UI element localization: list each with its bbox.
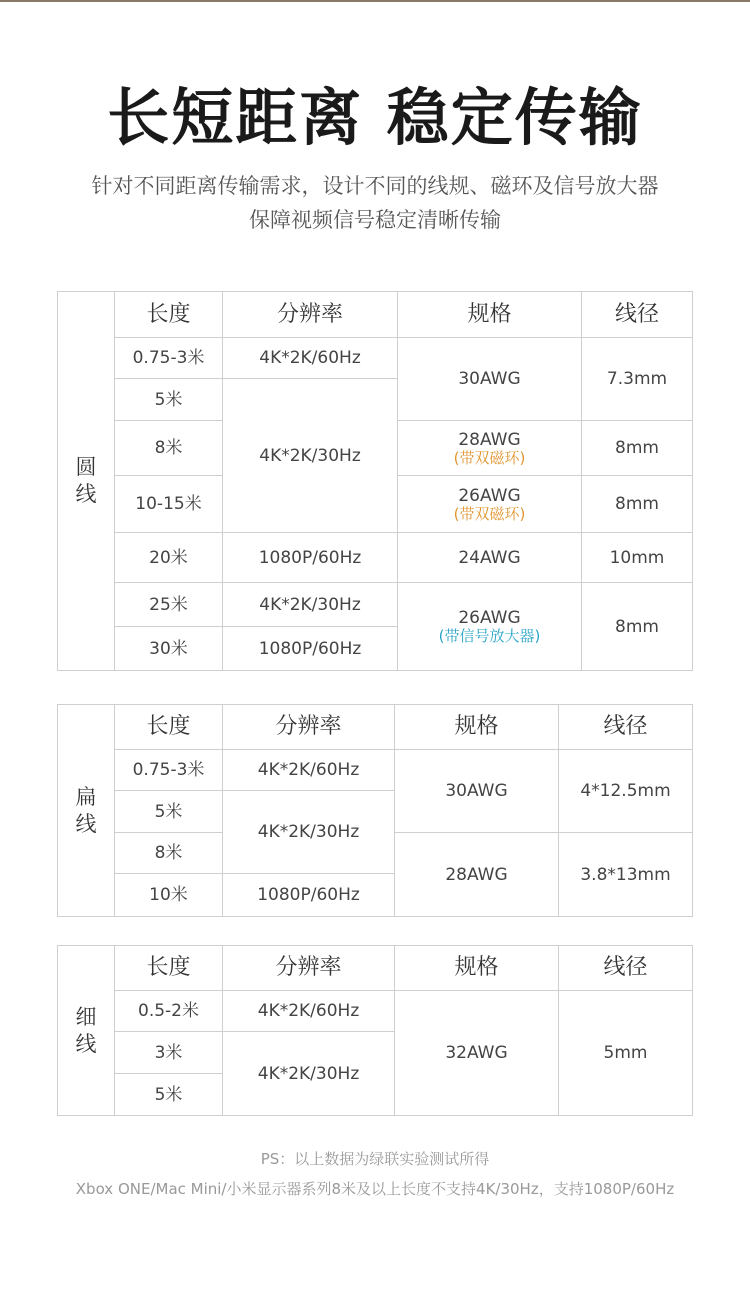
resolution-cell: 4K*2K/30Hz (223, 1032, 395, 1116)
header-resolution: 分辨率 (223, 946, 395, 991)
resolution-cell: 1080P/60Hz (223, 533, 398, 583)
compatibility-note: Xbox ONE/Mac Mini/小米显示器系列8米及以上长度不支持4K/30Hz，支持1080P/60Hz (75, 1180, 675, 1198)
header-resolution: 分辨率 (223, 705, 395, 750)
diameter-cell: 5mm (559, 991, 693, 1116)
spec-note: (带双磁环) (453, 504, 526, 523)
diameter-cell: 7.3mm (582, 338, 693, 421)
ps-note: PS：以上数据为绿联实验测试所得 (260, 1150, 490, 1168)
header-spec: 规格 (395, 705, 559, 750)
spec-cell (398, 533, 582, 583)
thin-cable-table (57, 945, 693, 1116)
diameter-cell: 4*12.5mm (559, 750, 693, 833)
flat-cable-table (57, 704, 693, 917)
spec-cell (398, 583, 582, 671)
header-diameter: 线径 (559, 705, 693, 750)
header-diameter: 线径 (582, 292, 693, 338)
resolution-cell: 1080P/60Hz (223, 874, 395, 917)
thin-cable-category (58, 946, 115, 1116)
round-cable-table (57, 291, 693, 671)
resolution-cell: 4K*2K/60Hz (223, 338, 398, 379)
length-cell: 0.75-3米 (115, 750, 223, 791)
resolution-cell: 4K*2K/60Hz (223, 750, 395, 791)
length-cell: 20米 (115, 533, 223, 583)
spec-cell: 32AWG (395, 991, 559, 1116)
diameter-cell: 3.8*13mm (559, 833, 693, 917)
length-cell: 10米 (115, 874, 223, 917)
awg-value: 26AWG (458, 608, 521, 628)
category-char: 线 (75, 811, 97, 836)
diameter-cell: 8mm (582, 476, 693, 533)
resolution-cell: 4K*2K/30Hz (223, 583, 398, 627)
resolution-cell: 1080P/60Hz (223, 627, 398, 671)
length-cell: 8米 (115, 421, 223, 476)
awg-value: 30AWG (458, 369, 521, 389)
subtitle-line-1: 针对不同距离传输需求，设计不同的线规、磁环及信号放大器 (91, 174, 659, 198)
length-cell: 5米 (115, 791, 223, 833)
length-cell: 30米 (115, 627, 223, 671)
spec-cell: 28AWG (395, 833, 559, 917)
header-resolution: 分辨率 (223, 292, 398, 338)
resolution-cell: 4K*2K/30Hz (223, 379, 398, 533)
diameter-cell: 10mm (582, 533, 693, 583)
category-char: 线 (75, 1031, 97, 1056)
length-cell: 5米 (115, 1074, 223, 1116)
header-diameter: 线径 (559, 946, 693, 991)
diameter-cell: 8mm (582, 421, 693, 476)
length-cell: 25米 (115, 583, 223, 627)
resolution-cell: 4K*2K/60Hz (223, 991, 395, 1032)
spec-cell (398, 421, 582, 476)
diameter-cell: 8mm (582, 583, 693, 671)
awg-value: 24AWG (458, 547, 521, 568)
category-char: 细 (75, 1004, 97, 1029)
category-char: 扁 (75, 784, 97, 809)
spec-cell: 30AWG (395, 750, 559, 833)
spec-cell (398, 476, 582, 533)
spec-note: (带信号放大器) (438, 627, 541, 645)
round-cable-category (58, 292, 115, 671)
category-char: 圆 (75, 455, 97, 479)
length-cell: 5米 (115, 379, 223, 421)
header-spec: 规格 (398, 292, 582, 338)
length-cell: 10-15米 (115, 476, 223, 533)
page-title: 长短距离 稳定传输 (107, 81, 643, 154)
awg-value: 26AWG (458, 485, 521, 506)
length-cell: 0.75-3米 (115, 338, 223, 379)
flat-cable-category (58, 705, 115, 917)
header-length: 长度 (115, 292, 223, 338)
spec-cell (398, 338, 582, 421)
header-length: 长度 (115, 946, 223, 991)
length-cell: 0.5-2米 (115, 991, 223, 1032)
spec-note: (带双磁环) (453, 448, 526, 467)
subtitle-line-2: 保障视频信号稳定清晰传输 (249, 208, 501, 232)
category-char: 线 (75, 482, 97, 506)
header-spec: 规格 (395, 946, 559, 991)
top-divider (0, 0, 750, 2)
length-cell: 3米 (115, 1032, 223, 1074)
length-cell: 8米 (115, 833, 223, 874)
resolution-cell: 4K*2K/30Hz (223, 791, 395, 874)
awg-value: 28AWG (458, 429, 521, 450)
header-length: 长度 (115, 705, 223, 750)
